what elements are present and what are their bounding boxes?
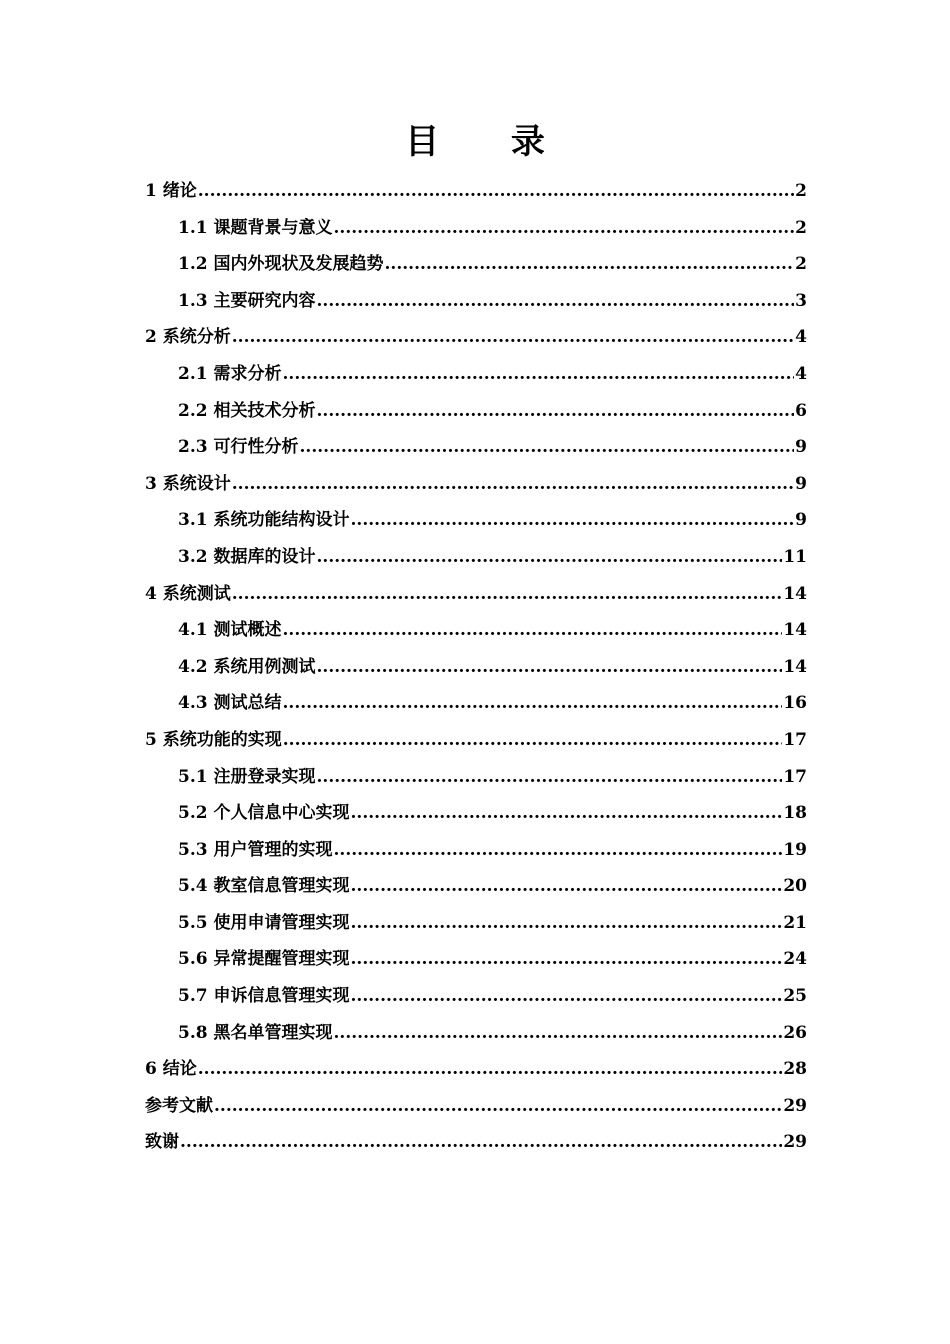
toc-entry[interactable]: [145, 429, 807, 466]
toc-leader-dots: [334, 210, 795, 247]
toc-entry-label: 4.3 测试总结: [178, 693, 282, 714]
toc-leader-dots: [351, 978, 783, 1015]
toc-entry-label: 4.2 系统用例测试: [178, 656, 316, 677]
toc-leader-dots: [180, 1124, 782, 1161]
toc-entry-page: 16: [783, 693, 807, 714]
toc-entry[interactable]: [145, 539, 807, 576]
toc-entry[interactable]: [145, 210, 807, 247]
toc-entry-label: 2.2 相关技术分析: [178, 400, 316, 421]
toc-entry-label: 3 系统设计: [145, 473, 231, 494]
toc-entry-page: 11: [783, 546, 807, 567]
toc-entry-label: 2.3 可行性分析: [178, 437, 299, 458]
toc-entry[interactable]: [145, 649, 807, 686]
toc-entry-page: 21: [783, 912, 807, 933]
toc-leader-dots: [351, 941, 783, 978]
toc-entry[interactable]: [145, 978, 807, 1015]
toc-entry[interactable]: [145, 905, 807, 942]
toc-entry-page: 20: [783, 876, 807, 897]
toc-leader-dots: [214, 1088, 782, 1125]
toc-entry-page: 29: [783, 1095, 807, 1116]
toc-list: [145, 173, 807, 1161]
toc-leader-dots: [283, 685, 783, 722]
toc-entry[interactable]: [145, 356, 807, 393]
toc-entry-label: 3.1 系统功能结构设计: [178, 510, 350, 531]
toc-entry-page: 25: [783, 986, 807, 1007]
toc-entry[interactable]: [145, 1051, 807, 1088]
toc-entry[interactable]: [145, 466, 807, 503]
toc-entry-page: 14: [783, 656, 807, 677]
toc-entry-page: 2: [795, 254, 807, 275]
toc-leader-dots: [385, 246, 795, 283]
toc-leader-dots: [232, 466, 794, 503]
toc-entry-label: 5.3 用户管理的实现: [178, 839, 333, 860]
toc-entry-page: 17: [783, 766, 807, 787]
toc-entry-label: 5.4 教室信息管理实现: [178, 876, 350, 897]
toc-entry-label: 5.8 黑名单管理实现: [178, 1022, 333, 1043]
toc-entry[interactable]: [145, 832, 807, 869]
toc-entry[interactable]: [145, 173, 807, 210]
toc-entry-label: 4.1 测试概述: [178, 620, 282, 641]
toc-entry-page: 9: [795, 437, 807, 458]
toc-entry-label: 5 系统功能的实现: [145, 729, 282, 750]
toc-leader-dots: [198, 173, 794, 210]
toc-entry-page: 2: [795, 217, 807, 238]
toc-entry-page: 19: [783, 839, 807, 860]
toc-entry[interactable]: [145, 1015, 807, 1052]
toc-leader-dots: [317, 649, 783, 686]
toc-entry-label: 2.1 需求分析: [178, 363, 282, 384]
toc-entry-page: 6: [795, 400, 807, 421]
toc-title: 目 录: [405, 122, 575, 162]
toc-leader-dots: [198, 1051, 783, 1088]
toc-entry-label: 5.7 申诉信息管理实现: [178, 986, 350, 1007]
toc-entry[interactable]: [145, 576, 807, 613]
toc-entry[interactable]: [145, 941, 807, 978]
toc-entry[interactable]: [145, 1124, 807, 1161]
toc-entry-label: 1.1 课题背景与意义: [178, 217, 333, 238]
toc-leader-dots: [283, 722, 783, 759]
toc-entry[interactable]: [145, 283, 807, 320]
toc-entry-label: 5.5 使用申请管理实现: [178, 912, 350, 933]
toc-entry-page: 3: [795, 290, 807, 311]
toc-leader-dots: [351, 795, 783, 832]
toc-entry-label: 5.1 注册登录实现: [178, 766, 316, 787]
toc-entry-label: 致谢: [145, 1132, 179, 1153]
toc-entry[interactable]: [145, 502, 807, 539]
toc-leader-dots: [351, 502, 795, 539]
toc-entry[interactable]: [145, 246, 807, 283]
toc-entry-label: 5.6 异常提醒管理实现: [178, 949, 350, 970]
toc-entry-page: 14: [783, 583, 807, 604]
toc-entry[interactable]: [145, 722, 807, 759]
toc-entry-label: 1.3 主要研究内容: [178, 290, 316, 311]
toc-entry-page: 2: [795, 181, 807, 201]
toc-entry-page: 4: [795, 363, 807, 384]
toc-entry-label: 1.2 国内外现状及发展趋势: [178, 254, 384, 275]
toc-entry-page: 18: [783, 803, 807, 824]
toc-entry[interactable]: [145, 319, 807, 356]
toc-entry[interactable]: [145, 1088, 807, 1125]
toc-leader-dots: [283, 612, 783, 649]
toc-entry-label: 3.2 数据库的设计: [178, 546, 316, 567]
toc-entry-page: 9: [795, 473, 807, 494]
toc-entry[interactable]: [145, 868, 807, 905]
toc-entry-label: 2 系统分析: [145, 327, 231, 348]
toc-leader-dots: [334, 1015, 783, 1052]
toc-entry-label: 6 结论: [145, 1059, 197, 1080]
toc-leader-dots: [232, 319, 794, 356]
toc-leader-dots: [334, 832, 783, 869]
toc-leader-dots: [351, 868, 783, 905]
toc-entry-page: 4: [795, 327, 807, 348]
toc-entry-page: 29: [783, 1132, 807, 1153]
toc-entry-page: 24: [783, 949, 807, 970]
toc-leader-dots: [351, 905, 783, 942]
toc-entry-label: 1 绪论: [145, 181, 197, 201]
toc-entry-page: 17: [783, 729, 807, 750]
toc-entry-label: 5.2 个人信息中心实现: [178, 803, 350, 824]
toc-leader-dots: [283, 356, 795, 393]
toc-entry-label: 4 系统测试: [145, 583, 231, 604]
toc-entry-page: 14: [783, 620, 807, 641]
toc-leader-dots: [317, 283, 795, 320]
toc-entry-page: 28: [783, 1059, 807, 1080]
toc-leader-dots: [300, 429, 795, 466]
toc-entry[interactable]: [145, 685, 807, 722]
toc-entry[interactable]: [145, 612, 807, 649]
toc-entry-label: 参考文献: [145, 1095, 213, 1116]
toc-leader-dots: [317, 759, 783, 796]
toc-entry[interactable]: [145, 795, 807, 832]
toc-entry-page: 26: [783, 1022, 807, 1043]
toc-entry[interactable]: [145, 759, 807, 796]
toc-leader-dots: [232, 576, 783, 613]
toc-entry-page: 9: [795, 510, 807, 531]
toc-leader-dots: [317, 393, 795, 430]
toc-leader-dots: [317, 539, 783, 576]
toc-entry[interactable]: [145, 393, 807, 430]
